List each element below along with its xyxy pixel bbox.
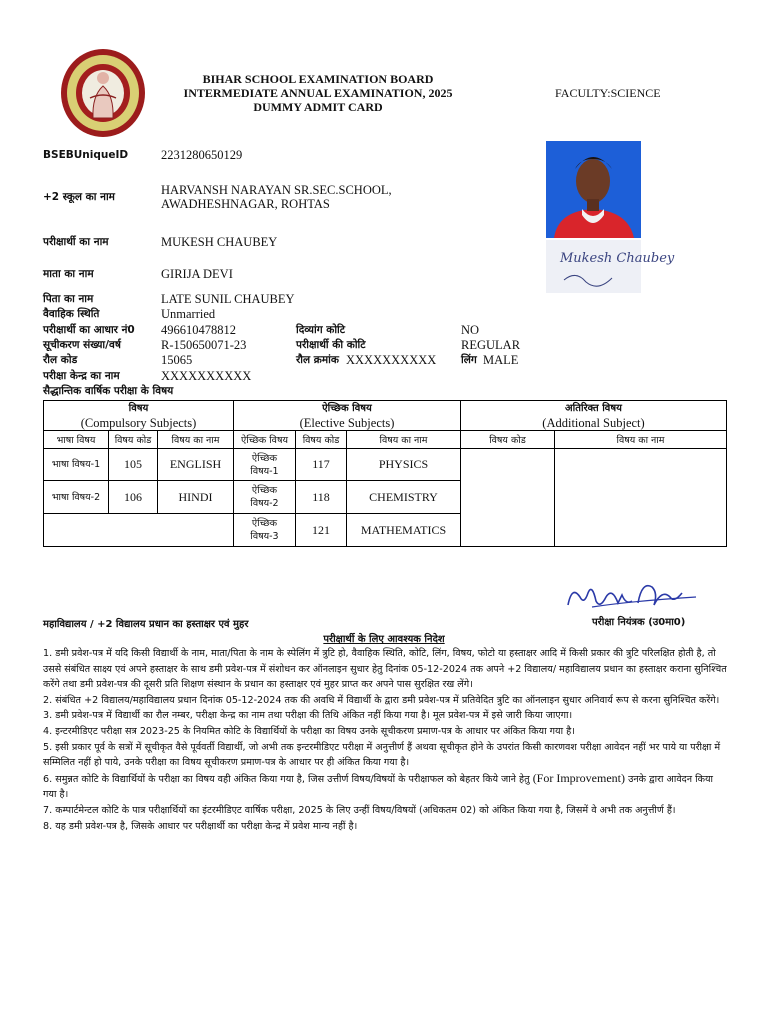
student-name-label: परीक्षार्थी का नाम — [43, 236, 109, 248]
elective-type-b: विषय-1 — [250, 465, 279, 477]
controller-signature-icon — [562, 575, 700, 617]
subheader-elective-name: विषय का नाम — [346, 430, 461, 449]
instruction-item: 8. यह डमी प्रवेश-पत्र है, जिसके आधार पर परीक्षार्थी का परीक्षा केन्द्र में प्रवेश मान्य नहीं है। — [43, 820, 358, 832]
school-label: +2 स्कूल का नाम — [43, 191, 115, 203]
marital-status-label: वैवाहिक स्थिति — [43, 308, 100, 320]
additional-code-empty — [460, 448, 555, 547]
subheader-additional-code: विषय कोड — [460, 430, 555, 449]
table-cell: ENGLISH — [157, 448, 234, 481]
table-cell: 106 — [108, 480, 158, 514]
instruction-6-tail: उनके द्वारा आवेदन किया गया है। — [43, 773, 714, 801]
subjects-table — [43, 400, 727, 547]
table-cell-empty — [43, 513, 234, 547]
table-cell: MATHEMATICS — [346, 513, 461, 547]
instruction-item: 2. संबंधित +2 विद्यालय/महाविद्यालय प्रधान दिनांक 05-12-2024 तक की अवधि में विद्यार्थी के द्वारा डमी प्रवेश-पत्र में प्रतिवेदित त्रुटि का ऑनलाइन सुधार अनिवार्य रूप से करना सुनिश्चित करेंगे। — [43, 694, 720, 706]
card-title: DUMMY ADMIT CARD — [253, 100, 383, 114]
mother-name-label: माता का नाम — [43, 268, 94, 280]
elective-header-en: (Elective Subjects) — [299, 415, 395, 430]
subheader-language: भाषा विषय — [43, 430, 109, 449]
table-cell: HINDI — [157, 480, 234, 514]
student-name-value: MUKESH CHAUBEY — [161, 235, 278, 249]
registration-value: R-150650071-23 — [161, 338, 247, 352]
table-row — [233, 480, 296, 514]
category-value: REGULAR — [461, 338, 521, 352]
elective-type-b: विषय-3 — [250, 531, 279, 542]
signature-text: Mukesh Chaubey — [560, 251, 675, 266]
aadhar-label: परीक्षार्थी का आधार नं0 — [43, 324, 135, 336]
category-label: परीक्षार्थी की कोटि — [296, 339, 366, 351]
additional-header-hi: अतिरिक्त विषय — [565, 402, 622, 414]
principal-signature-label: महाविद्यालय / +2 विद्यालय प्रधान का हस्ताक्षर एवं मुहर — [43, 619, 249, 630]
table-cell: 118 — [295, 480, 347, 514]
table-row: भाषा विषय-1 — [43, 448, 109, 481]
instruction-6-text: 6. समुन्नत कोटि के विद्यार्थियों के परीक्षा का विषय वही अंकित किया गया है, जिस उत्तीर्ण विषय/विषयों के परीक्षाफल को बेहतर किये जाने हेतु — [43, 773, 530, 785]
table-row — [233, 513, 296, 547]
instruction-item: 1. डमी प्रवेश-पत्र में यदि किसी विद्यार्थी के नाम, माता/पिता के नाम के स्पेलिंग में त्रुटि हो, वैवाहिक स्थिति, कोटि, लिंग, विषय, फोटो या हस्ताक्षर आदि में किसी प्रकार की त्रुटि परिलक्षित होती है, तो उससे संबंधित साक्ष्य एवं अपने हस्ताक्षर के साथ डमी प्रवेश-पत्र में संशोधन कर ऑनलाइन सुधार हेतु दिनांक 05-12-2024 तक अपने +2 विद्यालय/ महाविद्यालय प्रधान का हस्ताक्षर कराना सुनिश्चित करेंगे तथा डमी प्रवेश-पत्र की दूसरी प्रति शिक्षण संस्थान के प्रधान का हस्ताक्षर एवं मुहर प्राप्त कर अपने पास सुरक्षित रख लेंगे। — [43, 648, 727, 691]
additional-header — [460, 400, 727, 431]
registration-label: सूचीकरण संख्या/वर्ष — [43, 339, 121, 351]
table-cell: 117 — [295, 448, 347, 481]
bseb-seal-icon — [60, 48, 146, 138]
centre-value: XXXXXXXXXX — [161, 369, 252, 383]
father-name-label: पिता का नाम — [43, 293, 94, 305]
subheader-code: विषय कोड — [108, 430, 158, 449]
elective-type-a: ऐच्छिक — [251, 518, 278, 529]
subjects-section-title: सैद्धान्तिक वार्षिक परीक्षा के विषय — [43, 385, 174, 397]
mother-name-value: GIRIJA DEVI — [161, 267, 233, 281]
school-line-1: HARVANSH NARAYAN SR.SEC.SCHOOL, — [161, 183, 392, 197]
roll-number-label: रौल क्रमांक — [296, 354, 339, 366]
instructions-title: परीक्षार्थी के लिए आवश्यक निदेश — [323, 634, 445, 645]
board-title: BIHAR SCHOOL EXAMINATION BOARD — [202, 72, 434, 86]
compulsory-header — [43, 400, 234, 431]
roll-number-value: XXXXXXXXXX — [346, 353, 437, 367]
elective-type-b: विषय-2 — [250, 498, 279, 509]
unique-id-value: 2231280650129 — [161, 148, 243, 162]
instructions-list — [43, 646, 729, 834]
elective-type-a: ऐच्छिक — [251, 485, 278, 496]
table-cell: CHEMISTRY — [346, 480, 461, 514]
elective-header — [233, 400, 461, 431]
faculty-label: FACULTY:SCIENCE — [555, 86, 661, 100]
additional-header-en: (Additional Subject) — [542, 415, 645, 430]
table-row: भाषा विषय-2 — [43, 480, 109, 514]
subheader-additional-name: विषय का नाम — [554, 430, 727, 449]
marital-status-value: Unmarried — [161, 307, 216, 321]
table-cell: 121 — [295, 513, 347, 547]
disability-value: NO — [461, 323, 480, 337]
additional-name-empty — [554, 448, 727, 547]
disability-label: दिव्यांग कोटि — [296, 324, 346, 336]
student-photo-icon — [546, 141, 641, 238]
instruction-item: 4. इन्टरमीडिएट परीक्षा सत्र 2023-25 के नियमित कोटि के विद्यार्थियों के परीक्षा का विषय उनके सूचीकरण प्रमाण-पत्र के आधार पर अंकित किया गया है। — [43, 725, 575, 737]
elective-type-a: ऐच्छिक — [251, 452, 278, 464]
instruction-item: 3. डमी प्रवेश-पत्र में विद्यार्थी का रौल नम्बर, परीक्षा केन्द्र का नाम तथा परीक्षा की तिथि अंकित नहीं किया गया है। मूल प्रवेश-पत्र में इसे जारी किया जाएगा। — [43, 710, 573, 722]
roll-code-label: रौल कोड — [43, 354, 78, 366]
gender-label: लिंग — [461, 354, 477, 366]
table-cell: 105 — [108, 448, 158, 481]
student-signature — [546, 240, 675, 293]
instruction-item-6 — [43, 771, 729, 803]
father-name-value: LATE SUNIL CHAUBEY — [161, 292, 295, 306]
subheader-elective-code: विषय कोड — [295, 430, 347, 449]
controller-label: परीक्षा नियंत्रक (उ0मा0) — [592, 617, 686, 628]
roll-code-value: 15065 — [161, 353, 193, 367]
aadhar-value: 496610478812 — [161, 323, 236, 337]
school-line-2: AWADHESHNAGAR, ROHTAS — [161, 197, 330, 211]
table-row — [233, 448, 296, 481]
instruction-item: 5. इसी प्रकार पूर्व के सत्रों में सूचीकृत वैसे पूर्ववर्ती विद्यार्थी, जो अभी तक इन्टरमीडिएट परीक्षा में अनुत्तीर्ण हैं अथवा सूचीकृत होने के उपरांत किसी कारणवश परीक्षा आवेदन नहीं भर पाये या परीक्षा में सम्मिलित नहीं हो पाये, उनके परीक्षा का विषय सूचीकरण प्रमाण-पत्र के आधार पर ही अंकित किया गया है। — [43, 741, 721, 769]
instruction-item: 7. कम्पार्टमेन्टल कोटि के पात्र परीक्षार्थियों का इंटरमीडिएट वार्षिक परीक्षा, 2025 के लिए उन्हीं विषय/विषयों (अधिकतम 02) को अंकित किया गया है, जिसमें वे अभी तक अनुत्तीर्ण हैं। — [43, 804, 676, 816]
subheader-name: विषय का नाम — [157, 430, 234, 449]
exam-title: INTERMEDIATE ANNUAL EXAMINATION, 2025 — [183, 86, 453, 100]
compulsory-header-en: (Compulsory Subjects) — [80, 415, 197, 430]
gender-value: MALE — [483, 353, 519, 367]
subheader-elective: ऐच्छिक विषय — [233, 430, 296, 449]
elective-header-hi: ऐच्छिक विषय — [322, 402, 372, 414]
centre-label: परीक्षा केन्द्र का नाम — [43, 370, 120, 382]
table-cell: PHYSICS — [346, 448, 461, 481]
compulsory-header-hi: विषय — [128, 402, 149, 414]
instruction-6-en: (For Improvement) — [532, 770, 625, 785]
unique-id-label: BSEBUniqueID — [43, 149, 129, 161]
